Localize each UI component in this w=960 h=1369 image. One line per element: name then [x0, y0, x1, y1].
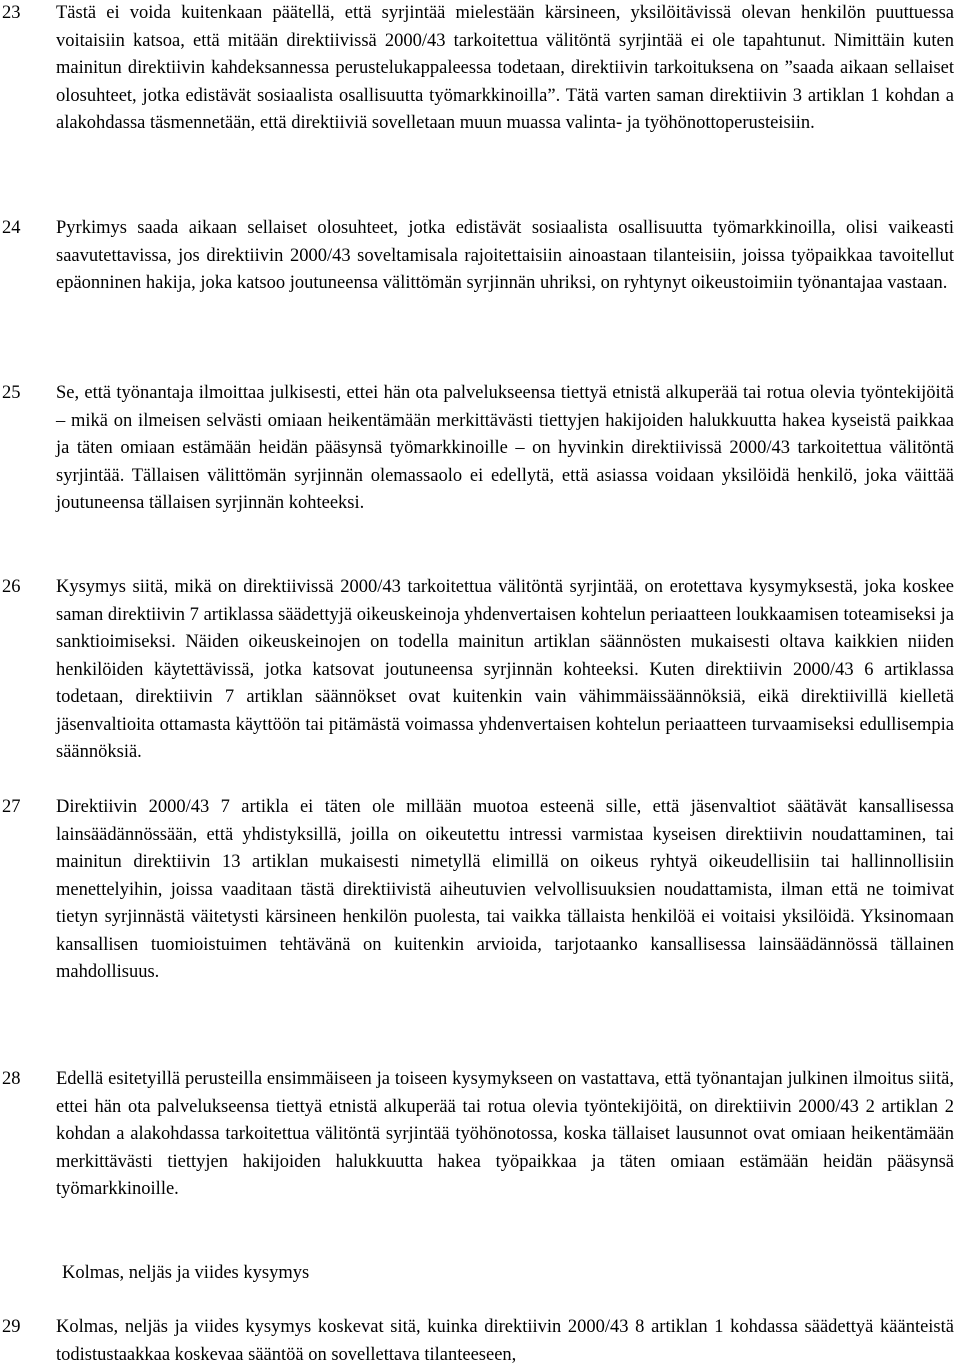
paragraph-text: Kolmas, neljäs ja viides kysymys koskevat sitä, kuinka direktiivin 2000/43 8 artiklan 1 kohdassa säädettyä käänteistä todistustaakkaa koskevaa sääntöä on sovellettava tilanteeseen,	[56, 1317, 954, 1365]
paragraph-text: Tästä ei voida kuitenkaan päätellä, että syrjintää mielestään kärsineen, yksilöitävissä olevan henkilön puuttuessa voitaisiin katsoa, että mitään direktiivissä 2000/43 tarkoitettua välitöntä syrjintää ei ole tapahtunut. Nimittäin kuten mainitun direktiivin kahdeksannessa perustelukappaleessa todetaan, direktiivin tarkoituksena on ”saada aikaan sellaiset olosuhteet, jotka edistävät sosiaalista osallisuutta työmarkkinoilla”. Tätä varten saman direktiivin 3 artiklan 1 kohdan a alakohdassa täsmennetään, että direktiiviä sovelletaan muun muassa valinta- ja työhönottoperusteisiin.	[56, 3, 954, 133]
paragraph-text: Pyrkimys saada aikaan sellaiset olosuhteet, jotka edistävät sosiaalista osallisuutta työmarkkinoilla, olisi vaikeasti saavutettavissa, jos direktiivin 2000/43 soveltamisala rajoitettaisiin ainoastaan tilanteisiin, joissa työpaikkaa tavoitellut epäonninen hakija, joka katsoo joutuneensa välittömän syrjinnän uhriksi, on ryhtynyt oikeustoimiin työnantajaa vastaan.	[56, 218, 954, 293]
paragraph-number: 23	[2, 3, 21, 23]
paragraph-text: Edellä esitetyillä perusteilla ensimmäiseen ja toiseen kysymykseen on vastattava, että työnantajan julkinen ilmoitus siitä, ettei hän ota palvelukseensa tiettyä etnistä alkuperää tai rotua olevia työntekijöitä, on direktiivin 2000/43 2 artiklan 2 kohdan a alakohdassa tarkoitettua välitöntä syrjintää työhönotossa, koska tällaiset lausunnot ovat omiaan heikentämään merkittävästi tiettyjen hakijoiden halukkuutta hakea työpaikkaa ja täten omiaan estämään heidän pääsynsä työmarkkinoille.	[56, 1069, 954, 1199]
section-heading: Kolmas, neljäs ja viides kysymys	[62, 1263, 310, 1283]
paragraph-text: Se, että työnantaja ilmoittaa julkisesti, ettei hän ota palvelukseensa tiettyä etnistä alkuperää tai rotua olevia työntekijöitä – mikä on ilmeisen selvästi omiaan heikentämään merkittävästi tiettyjen hakijoiden halukkuutta hakea kyseistä paikkaa ja täten omiaan estämään heidän pääsynsä työmarkkinoille – on hyvinkin direktiivissä 2000/43 tarkoitettua välitöntä syrjintää. Tällaisen välittömän syrjinnän olemassaolo ei edellytä, että asiassa voidaan yksilöidä henkilö, joka väittää joutuneensa tällaisen syrjinnän kohteeksi.	[56, 383, 954, 513]
paragraph-number: 29	[2, 1317, 21, 1337]
paragraph-number: 28	[2, 1069, 21, 1089]
paragraph-number: 25	[2, 383, 21, 403]
paragraph-text: Direktiivin 2000/43 7 artikla ei täten ole millään muotoa esteenä sille, että jäsenvaltiot säätävät kansallisessa lainsäädännössään, että yhdistyksillä, joilla on oikeutettu intressi varmistaa kyseisen direktiivin noudattaminen, tai mainitun direktiivin 13 artiklan mukaisesti nimetyllä elimillä on oikeus ryhtyä oikeudellisiin tai hallinnollisiin menettelyihin, joissa vaaditaan tästä direktiivistä aiheutuvien velvollisuuksien noudattamista, ilman että ne toimivat tietyn syrjinnästä väitetysti kärsineen henkilön puolesta, tai vaikka tällaista henkilöä ei voitaisi yksilöidä. Yksinomaan kansallisen tuomioistuimen tehtävänä on kuitenkin arvioida, tarjotaanko kansallisessa lainsäädännössä tällainen mahdollisuus.	[56, 797, 954, 982]
paragraph-text: Kysymys siitä, mikä on direktiivissä 2000/43 tarkoitettua välitöntä syrjintää, on erotettava kysymyksestä, joka koskee saman direktiivin 7 artiklassa säädettyjä oikeuskeinoja yhdenvertaisen kohtelun periaatteen loukkaamisen toteamiseksi ja sanktioimiseksi. Näiden oikeuskeinojen on todella mainitun artiklan säännösten mukaisesti oltava kaikkien niiden henkilöiden käytettävissä, jotka katsovat joutuneensa syrjinnän kohteeksi. Kuten direktiivin 2000/43 6 artiklassa todetaan, direktiivin 7 artiklan säännökset ovat kuitenkin vain vähimmäissäännöksiä, eikä direktiivillä kielletä jäsenvaltioita ottamasta käyttöön tai pitämästä voimassa yhdenvertaisen kohtelun periaatteen turvaamiseksi edullisempia säännöksiä.	[56, 577, 954, 762]
paragraph-number: 26	[2, 577, 21, 597]
paragraph-number: 24	[2, 218, 21, 238]
paragraph-number: 27	[2, 797, 21, 817]
